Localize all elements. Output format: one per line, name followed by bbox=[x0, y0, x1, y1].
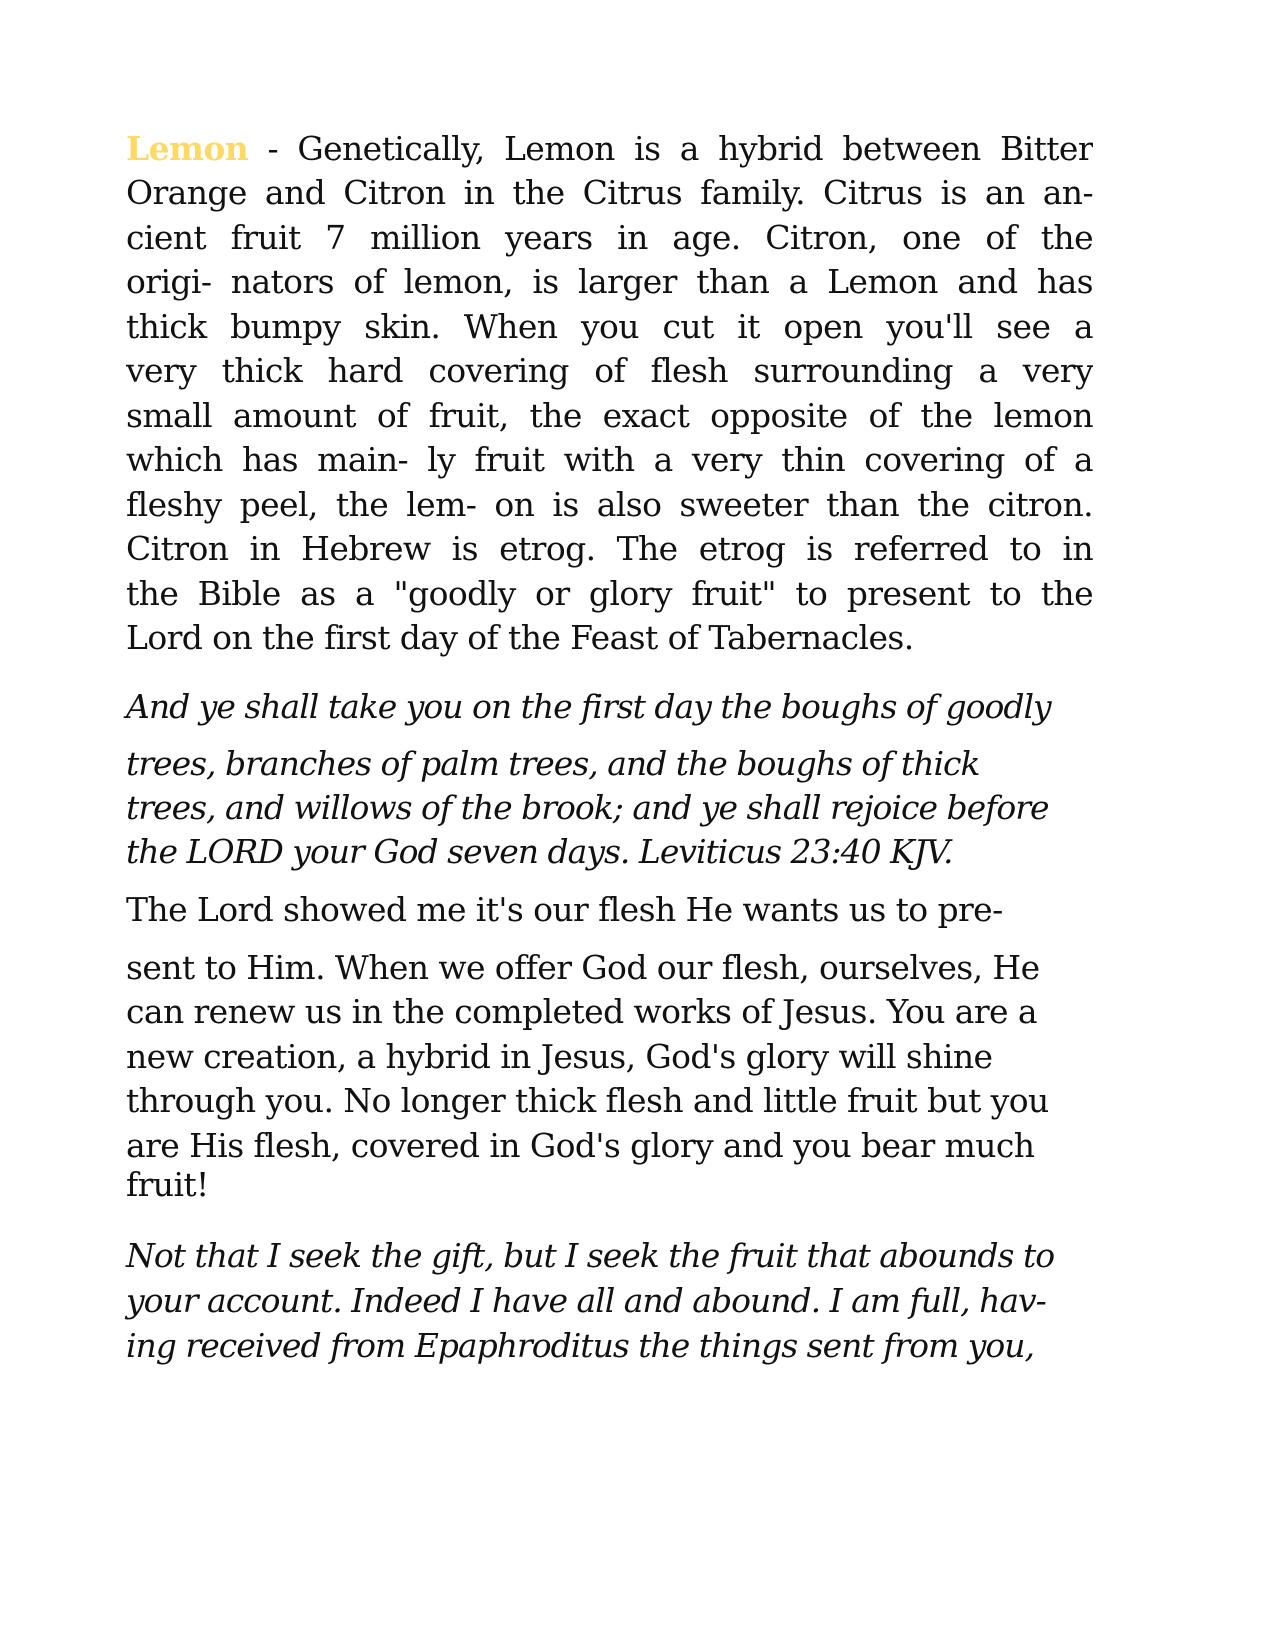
paragraph-line: sent to Him. When we offer God our flesh, ourselves, He bbox=[126, 948, 1040, 987]
paragraph-line: cient fruit 7 million years in age. Citron, one of the bbox=[126, 218, 1093, 257]
paragraph-line: Lord on the first day of the Feast of Tabernacles. bbox=[126, 618, 914, 657]
paragraph-line: are His flesh, covered in God's glory and you bear much bbox=[126, 1126, 1035, 1165]
scripture-quote-line: Not that I seek the gift, but I seek the fruit that abounds to bbox=[126, 1236, 1055, 1275]
scripture-quote-line: And ye shall take you on the first day the boughs of goodly bbox=[126, 687, 1051, 726]
title-word-lemon: Lemon bbox=[126, 129, 249, 168]
paragraph-line: the Bible as a "goodly or glory fruit" to present to the bbox=[126, 574, 1093, 613]
paragraph-line: Citron in Hebrew is etrog. The etrog is referred to in bbox=[126, 529, 1093, 568]
paragraph-line: origi- nators of lemon, is larger than a Lemon and has bbox=[126, 262, 1093, 301]
paragraph-line: can renew us in the completed works of Jesus. You are a bbox=[126, 992, 1037, 1031]
paragraph-line: new creation, a hybrid in Jesus, God's glory will shine bbox=[126, 1037, 993, 1076]
paragraph-line: fleshy peel, the lem- on is also sweeter than the citron. bbox=[126, 485, 1093, 524]
paragraph-line: which has main- ly fruit with a very thin covering of a bbox=[126, 440, 1093, 479]
scripture-quote-line: ing received from Epaphroditus the things sent from you, bbox=[126, 1326, 1035, 1365]
paragraph-line: small amount of fruit, the exact opposite of the lemon bbox=[126, 396, 1093, 435]
scripture-quote-line: the LORD your God seven days. Leviticus 23:40 KJV. bbox=[126, 832, 953, 871]
scripture-quote-line: your account. Indeed I have all and abound. I am full, hav- bbox=[126, 1281, 1046, 1320]
paragraph-line: through you. No longer thick flesh and little fruit but you bbox=[126, 1081, 1049, 1120]
paragraph-line: Orange and Citron in the Citrus family. Citrus is an an- bbox=[126, 173, 1093, 212]
paragraph-line bbox=[126, 127, 1093, 171]
scripture-quote-line: trees, and willows of the brook; and ye shall rejoice before bbox=[126, 788, 1049, 827]
paragraph-line: very thick hard covering of flesh surrounding a very bbox=[126, 351, 1093, 390]
paragraph-line: thick bumpy skin. When you cut it open you'll see a bbox=[126, 307, 1093, 346]
paragraph-text: - Genetically, Lemon is a hybrid between Bitter bbox=[248, 129, 1093, 168]
paragraph-line: fruit! bbox=[126, 1165, 209, 1204]
scripture-quote-line: trees, branches of palm trees, and the boughs of thick bbox=[126, 744, 980, 783]
paragraph-line: The Lord showed me it's our flesh He wants us to pre- bbox=[126, 890, 1003, 929]
